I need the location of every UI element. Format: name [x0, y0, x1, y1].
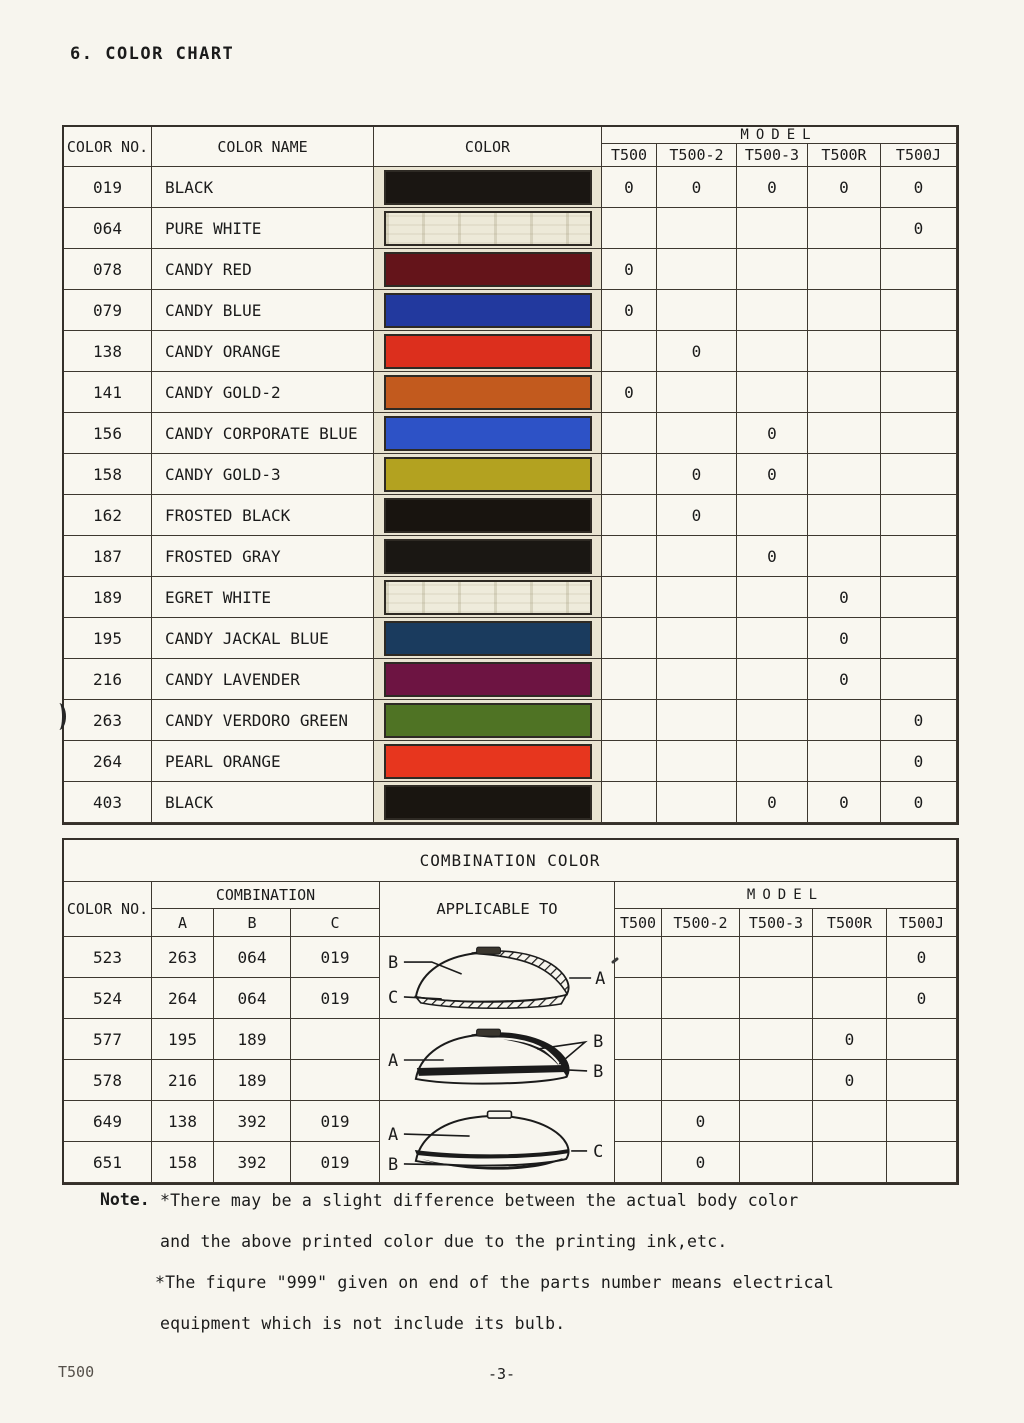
color-swatch-cell	[374, 290, 602, 331]
color-name-cell: CANDY JACKAL BLUE	[152, 618, 374, 659]
color-no-cell: 189	[64, 577, 152, 618]
color-no-cell: 138	[64, 331, 152, 372]
combo-mark-cell	[662, 937, 740, 978]
model-mark-cell	[808, 372, 881, 413]
color-no-cell: 264	[64, 741, 152, 782]
model-mark-cell: 0	[808, 659, 881, 700]
combo-mark-cell	[615, 1019, 662, 1060]
model-mark-cell: 0	[881, 167, 957, 208]
scan-artifact-paren	[52, 703, 66, 730]
color-name-cell: CANDY BLUE	[152, 290, 374, 331]
color-swatch-cell	[374, 372, 602, 413]
model-mark-cell	[881, 536, 957, 577]
model-mark-cell: 0	[881, 782, 957, 823]
model-mark-cell	[737, 290, 808, 331]
color-swatch	[384, 662, 592, 697]
model-mark-cell: 0	[737, 782, 808, 823]
color-no-cell: 162	[64, 495, 152, 536]
model-mark-cell	[602, 577, 657, 618]
footer-model-label: T500	[58, 1363, 95, 1381]
combo-b-cell: 189	[214, 1019, 291, 1060]
color-swatch	[384, 744, 592, 779]
header-combination: COMBINATION	[152, 882, 380, 909]
header-color: COLOR	[374, 127, 602, 167]
header-model-t500j: T500J	[881, 144, 957, 167]
model-mark-cell	[737, 618, 808, 659]
combination-table-title: COMBINATION COLOR	[64, 840, 957, 882]
color-no-cell: 195	[64, 618, 152, 659]
model-mark-cell: 0	[881, 700, 957, 741]
model-mark-cell	[808, 741, 881, 782]
model-mark-cell: 0	[602, 372, 657, 413]
color-no-cell: 019	[64, 167, 152, 208]
color-swatch	[384, 785, 592, 820]
model-mark-cell	[602, 536, 657, 577]
color-no-cell: 187	[64, 536, 152, 577]
combo-mark-cell	[740, 937, 813, 978]
combo-mark-cell	[813, 978, 887, 1019]
note-line: equipment which is not include its bulb.	[160, 1314, 566, 1333]
model-mark-cell	[881, 372, 957, 413]
combo-no-cell: 523	[64, 937, 152, 978]
combo-a-cell: 263	[152, 937, 214, 978]
combo-mark-cell	[615, 1101, 662, 1142]
model-mark-cell	[881, 577, 957, 618]
combo-c-cell	[291, 1019, 380, 1060]
combo-mark-cell: 0	[887, 937, 957, 978]
combo-a-cell: 216	[152, 1060, 214, 1101]
header-color-no: COLOR NO.	[64, 882, 152, 937]
color-swatch-cell	[374, 659, 602, 700]
model-mark-cell: 0	[602, 249, 657, 290]
combo-c-cell: 019	[291, 978, 380, 1019]
model-mark-cell: 0	[737, 454, 808, 495]
model-mark-cell	[808, 249, 881, 290]
color-name-cell: CANDY VERDORO GREEN	[152, 700, 374, 741]
model-mark-cell: 0	[808, 618, 881, 659]
model-mark-cell	[602, 741, 657, 782]
model-mark-cell	[881, 618, 957, 659]
color-name-cell: PURE WHITE	[152, 208, 374, 249]
combo-b-cell: 064	[214, 978, 291, 1019]
combo-mark-cell	[615, 937, 662, 978]
diagram-label: B	[387, 1153, 399, 1174]
color-swatch	[384, 703, 592, 738]
model-mark-cell	[602, 659, 657, 700]
footer-page-number: -3-	[488, 1365, 516, 1383]
color-swatch	[384, 539, 592, 574]
fuel-tank-diagram-1	[380, 937, 615, 1019]
combo-mark-cell	[615, 978, 662, 1019]
model-mark-cell	[881, 413, 957, 454]
color-swatch	[384, 457, 592, 492]
color-name-cell: EGRET WHITE	[152, 577, 374, 618]
combo-b-cell: 392	[214, 1142, 291, 1183]
combo-b-cell: 064	[214, 937, 291, 978]
combo-c-cell: 019	[291, 1142, 380, 1183]
combo-mark-cell	[615, 1060, 662, 1101]
color-swatch	[384, 580, 592, 615]
color-no-cell: 079	[64, 290, 152, 331]
color-name-cell: CANDY RED	[152, 249, 374, 290]
color-swatch-cell	[374, 700, 602, 741]
color-name-cell: FROSTED BLACK	[152, 495, 374, 536]
combo-mark-cell	[887, 1019, 957, 1060]
model-mark-cell	[737, 249, 808, 290]
fuel-tank-drawing	[380, 1101, 614, 1183]
combo-mark-cell	[662, 978, 740, 1019]
combo-mark-cell	[740, 1142, 813, 1183]
color-swatch-cell	[374, 782, 602, 823]
color-no-cell: 064	[64, 208, 152, 249]
model-mark-cell	[657, 577, 737, 618]
diagram-label: C	[387, 986, 399, 1007]
header-color-no: COLOR NO.	[64, 127, 152, 167]
note-line: *The fiqure "999" given on end of the parts number means electrical	[155, 1273, 834, 1292]
color-name-cell: CANDY ORANGE	[152, 331, 374, 372]
header-combination-b: B	[214, 909, 291, 937]
combo-a-cell: 195	[152, 1019, 214, 1060]
diagram-label: A	[595, 967, 606, 988]
model-mark-cell	[737, 700, 808, 741]
color-swatch-cell	[374, 454, 602, 495]
model-mark-cell: 0	[808, 782, 881, 823]
header-combination-a: A	[152, 909, 214, 937]
model-mark-cell	[602, 454, 657, 495]
combo-no-cell: 524	[64, 978, 152, 1019]
combo-mark-cell: 0	[813, 1019, 887, 1060]
combo-mark-cell	[740, 1060, 813, 1101]
color-swatch-cell	[374, 618, 602, 659]
color-no-cell: 263	[64, 700, 152, 741]
combo-a-cell: 264	[152, 978, 214, 1019]
color-name-cell: CANDY GOLD-2	[152, 372, 374, 413]
note-label: Note.	[100, 1190, 150, 1209]
model-mark-cell: 0	[602, 167, 657, 208]
color-swatch	[384, 211, 592, 246]
color-name-cell: BLACK	[152, 167, 374, 208]
model-mark-cell	[602, 208, 657, 249]
combo-c-cell: 019	[291, 937, 380, 978]
model-mark-cell	[881, 249, 957, 290]
fuel-tank-drawing	[380, 937, 614, 1019]
combo-mark-cell: 0	[813, 1060, 887, 1101]
model-mark-cell	[657, 700, 737, 741]
header-applicable-to: APPLICABLE TO	[380, 882, 615, 937]
color-no-cell: 216	[64, 659, 152, 700]
color-no-cell: 141	[64, 372, 152, 413]
combo-mark-cell: 0	[662, 1101, 740, 1142]
combo-no-cell: 649	[64, 1101, 152, 1142]
header-model-t500: T500	[602, 144, 657, 167]
header-color-name: COLOR NAME	[152, 127, 374, 167]
combo-no-cell: 577	[64, 1019, 152, 1060]
model-mark-cell: 0	[657, 454, 737, 495]
model-mark-cell: 0	[657, 331, 737, 372]
model-mark-cell	[602, 413, 657, 454]
model-mark-cell	[657, 536, 737, 577]
model-mark-cell	[737, 208, 808, 249]
model-mark-cell	[808, 331, 881, 372]
color-swatch-cell	[374, 495, 602, 536]
combo-mark-cell: 0	[662, 1142, 740, 1183]
model-mark-cell: 0	[881, 741, 957, 782]
model-mark-cell	[657, 741, 737, 782]
header-model-t500r: T500R	[813, 909, 887, 937]
color-no-cell: 403	[64, 782, 152, 823]
color-swatch-cell	[374, 331, 602, 372]
color-no-cell: 078	[64, 249, 152, 290]
color-name-cell: PEARL ORANGE	[152, 741, 374, 782]
color-name-cell: CANDY CORPORATE BLUE	[152, 413, 374, 454]
header-model: MODEL	[615, 882, 957, 909]
color-swatch	[384, 498, 592, 533]
model-mark-cell	[737, 741, 808, 782]
model-mark-cell	[808, 454, 881, 495]
model-mark-cell	[881, 495, 957, 536]
fuel-tank-diagram-2	[380, 1019, 615, 1101]
model-mark-cell	[808, 208, 881, 249]
color-swatch	[384, 170, 592, 205]
diagram-label: B	[593, 1030, 604, 1051]
model-mark-cell	[657, 372, 737, 413]
model-mark-cell	[602, 331, 657, 372]
model-mark-cell	[808, 536, 881, 577]
model-mark-cell	[808, 495, 881, 536]
combo-mark-cell	[887, 1142, 957, 1183]
combo-b-cell: 392	[214, 1101, 291, 1142]
color-chart-table	[62, 125, 959, 825]
header-model-t500-3: T500-3	[740, 909, 813, 937]
model-mark-cell	[657, 782, 737, 823]
model-mark-cell	[657, 249, 737, 290]
color-swatch-cell	[374, 741, 602, 782]
combination-color-table	[62, 838, 959, 1185]
combo-mark-cell	[662, 1019, 740, 1060]
model-mark-cell: 0	[657, 495, 737, 536]
page-title: 6. COLOR CHART	[70, 44, 235, 64]
color-swatch-cell	[374, 167, 602, 208]
model-mark-cell: 0	[881, 208, 957, 249]
header-model-t500: T500	[615, 909, 662, 937]
fuel-tank-drawing	[380, 1019, 614, 1101]
combo-c-cell	[291, 1060, 380, 1101]
color-name-cell: CANDY LAVENDER	[152, 659, 374, 700]
model-mark-cell	[808, 290, 881, 331]
model-mark-cell	[737, 495, 808, 536]
header-model-t500-2: T500-2	[662, 909, 740, 937]
model-mark-cell	[881, 331, 957, 372]
combo-mark-cell	[887, 1101, 957, 1142]
model-mark-cell	[808, 700, 881, 741]
model-mark-cell	[881, 454, 957, 495]
model-mark-cell: 0	[657, 167, 737, 208]
diagram-label: A	[387, 1123, 399, 1144]
combo-mark-cell	[615, 1142, 662, 1183]
combo-no-cell: 578	[64, 1060, 152, 1101]
header-model-t500-2: T500-2	[657, 144, 737, 167]
model-mark-cell: 0	[808, 167, 881, 208]
model-mark-cell	[657, 290, 737, 331]
combo-mark-cell	[740, 1101, 813, 1142]
model-mark-cell	[737, 372, 808, 413]
header-model-t500r: T500R	[808, 144, 881, 167]
model-mark-cell	[602, 782, 657, 823]
model-mark-cell	[737, 331, 808, 372]
color-swatch-cell	[374, 413, 602, 454]
model-mark-cell	[737, 659, 808, 700]
model-mark-cell: 0	[737, 167, 808, 208]
note-line: and the above printed color due to the printing ink,etc.	[160, 1232, 728, 1251]
model-mark-cell	[881, 659, 957, 700]
header-model-t500j: T500J	[887, 909, 957, 937]
model-mark-cell: 0	[602, 290, 657, 331]
model-mark-cell	[737, 577, 808, 618]
header-model: MODEL	[602, 127, 957, 144]
combo-mark-cell	[740, 978, 813, 1019]
color-swatch	[384, 416, 592, 451]
combo-mark-cell: 0	[887, 978, 957, 1019]
model-mark-cell	[808, 413, 881, 454]
diagram-label: C	[593, 1140, 604, 1161]
model-mark-cell	[602, 700, 657, 741]
color-no-cell: 156	[64, 413, 152, 454]
combo-no-cell: 651	[64, 1142, 152, 1183]
diagram-label: B	[593, 1060, 604, 1081]
note-line: *There may be a slight difference between the actual body color	[160, 1191, 799, 1210]
color-swatch-cell	[374, 208, 602, 249]
color-name-cell: BLACK	[152, 782, 374, 823]
color-swatch	[384, 293, 592, 328]
color-swatch	[384, 334, 592, 369]
fuel-tank-diagram-3	[380, 1101, 615, 1183]
combo-mark-cell	[887, 1060, 957, 1101]
header-model-t500-3: T500-3	[737, 144, 808, 167]
model-mark-cell	[881, 290, 957, 331]
color-name-cell: FROSTED GRAY	[152, 536, 374, 577]
combo-mark-cell	[740, 1019, 813, 1060]
diagram-label: B	[387, 951, 399, 972]
color-swatch	[384, 621, 592, 656]
model-mark-cell: 0	[808, 577, 881, 618]
model-mark-cell	[602, 495, 657, 536]
model-mark-cell	[657, 618, 737, 659]
color-no-cell: 158	[64, 454, 152, 495]
color-name-cell: CANDY GOLD-3	[152, 454, 374, 495]
model-mark-cell	[602, 618, 657, 659]
color-swatch-cell	[374, 249, 602, 290]
combo-a-cell: 158	[152, 1142, 214, 1183]
color-swatch-cell	[374, 536, 602, 577]
header-combination-c: C	[291, 909, 380, 937]
model-mark-cell: 0	[737, 536, 808, 577]
model-mark-cell	[657, 659, 737, 700]
combo-mark-cell	[813, 1142, 887, 1183]
combo-c-cell: 019	[291, 1101, 380, 1142]
color-swatch	[384, 375, 592, 410]
combo-a-cell: 138	[152, 1101, 214, 1142]
model-mark-cell	[657, 413, 737, 454]
combo-mark-cell	[813, 937, 887, 978]
model-mark-cell: 0	[737, 413, 808, 454]
combo-mark-cell	[662, 1060, 740, 1101]
combo-b-cell: 189	[214, 1060, 291, 1101]
model-mark-cell	[657, 208, 737, 249]
combo-mark-cell	[813, 1101, 887, 1142]
color-swatch-cell	[374, 577, 602, 618]
color-swatch	[384, 252, 592, 287]
diagram-label: A	[387, 1049, 399, 1070]
